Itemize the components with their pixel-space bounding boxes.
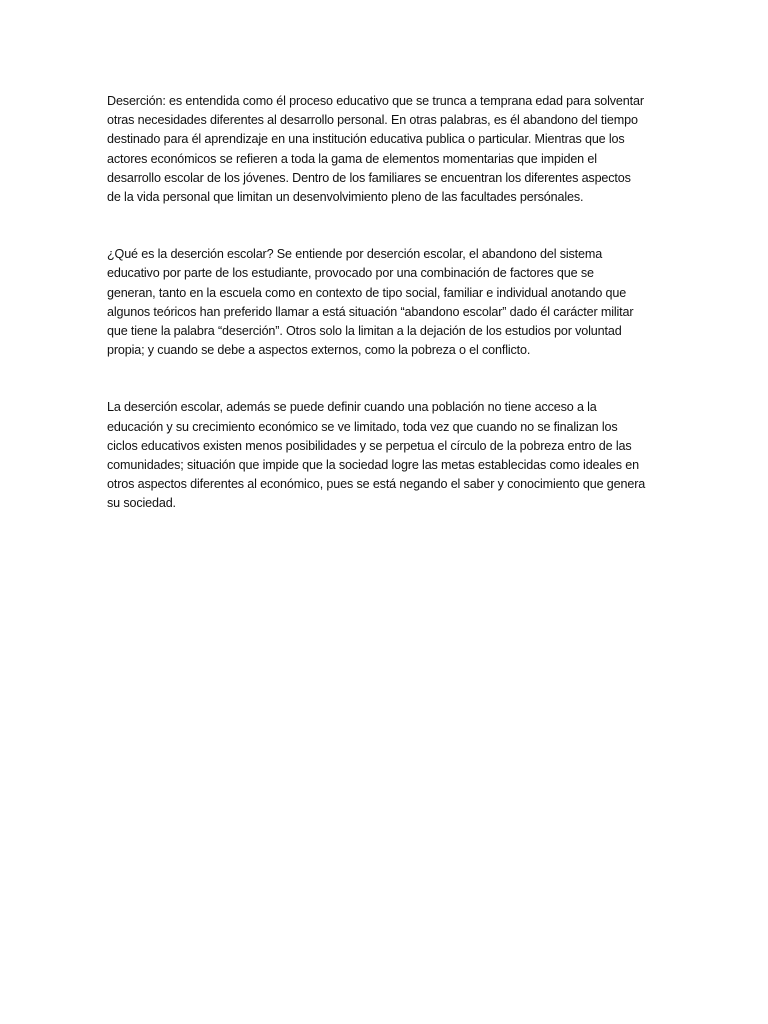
paragraph-desercion-definition: Deserción: es entendida como él proceso educativo que se trunca a temprana edad para solventar otras necesidades diferentes al desarrollo personal. En otras palabras, es él abandono del tiempo destinado para él aprendizaje en una institución educativa publica o particular. Mientras que los actores económicos se refieren a toda la gama de elementos momentarias que impiden el desarrollo escolar de los jóvenes. Dentro de los familiares se encuentran los diferentes aspectos de la vida personal que limitan un desenvolvimiento pleno de las facultades persónales. <box>107 94 644 205</box>
paragraph-que-es-desercion: ¿Qué es la deserción escolar? Se entiende por deserción escolar, el abandono del sistema educativo por parte de los estudiante, provocado por una combinación de factores que se generan, tanto en la escuela como en contexto de tipo social, familiar e individual anotando que algunos teóricos han preferido llamar a está situación “abandono escolar” dado él carácter militar que tiene la palabra “deserción”. Otros solo la limitan a la dejación de los estudios por voluntad propia; y cuando se debe a aspectos externos, como la pobreza o el conflicto. <box>107 247 634 358</box>
document-body <box>107 92 665 514</box>
paragraph-desercion-poblacion: La deserción escolar, además se puede definir cuando una población no tiene acceso a la educación y su crecimiento económico se ve limitado, toda vez que cuando no se finalizan los ciclos educativos existen menos posibilidades y se perpetua el círculo de la pobreza entro de las comunidades; situación que impide que la sociedad logre las metas establecidas como ideales en otros aspectos diferentes al económico, pues se está negando el saber y conocimiento que genera su sociedad. <box>107 400 646 511</box>
